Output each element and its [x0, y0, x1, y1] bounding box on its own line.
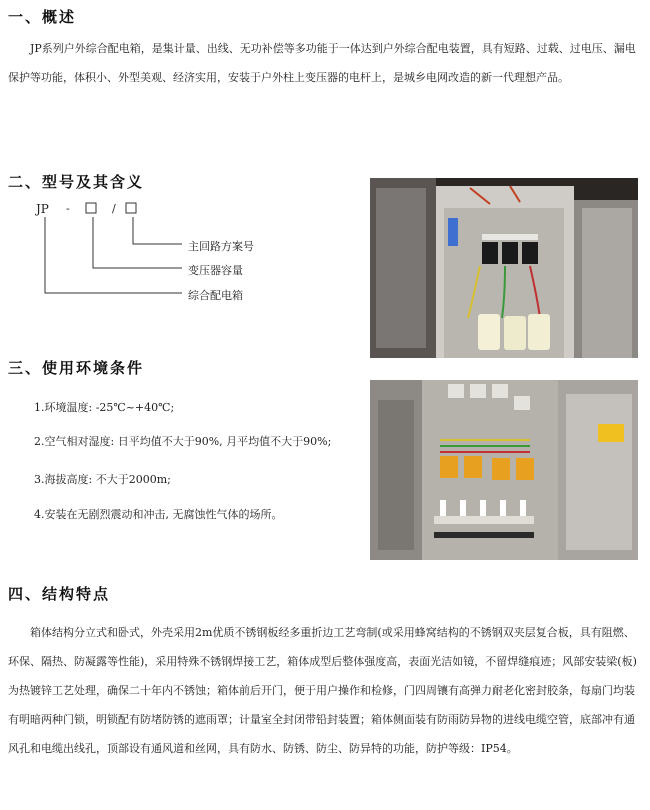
label-main-circuit: 主回路方案号	[188, 240, 254, 253]
cabinet-photo-2	[370, 380, 638, 560]
env-item-4: 4.安装在无剧烈震动和冲击, 无腐蚀性气体的场所。	[34, 508, 283, 521]
section-1-paragraph: JP系列户外综合配电箱，是集计量、出线、无功补偿等多功能于一体达到户外综合配电装置，具有短路、过载、过电压、漏电保护等功能，体积小、外型美观、经济实用，安装于户外柱上变压器的电杆上，是城乡电网改造的新一代理想产品。	[8, 42, 636, 84]
section-3-title: 三、使用环境条件	[8, 359, 145, 377]
section-4-paragraph: 箱体结构分立式和卧式，外壳采用2m优质不锈钢板经多重折边工艺弯制(或采用蜂窝结构的不锈钢双夹层复合板，具有阻燃、环保、隔热、防凝露等性能)，采用特殊不锈钢焊接工艺，箱体成型后整体强度高，表面光洁如镜，不留焊缝痕迹；风部安装梁(板)为热镀锌工艺处理，确保二十年内不锈蚀；箱体前后开门，便于用户操作和检修，门四周镶有高弹力耐老化密封胶条，每扇门均装有明暗两种门锁，明锁配有防堵防锈的遮雨罩；计量室全封闭带铅封装置；箱体侧面装有防雨防异物的进线电缆空管，底部冲有通风孔和电缆出线孔，顶部设有通风道和丝网，具有防水、防锈、防尘、防异特的功能，防护等级：IP54。	[8, 626, 637, 755]
section-4-title: 四、结构特点	[8, 585, 111, 603]
cabinet-photo-1	[370, 178, 638, 358]
capacity-box	[86, 203, 96, 213]
env-item-2: 2.空气相对湿度: 日平均值不大于90%, 月平均值不大于90%;	[34, 435, 332, 448]
model-diagram-lines	[0, 0, 200, 310]
scheme-box	[126, 203, 136, 213]
label-combined-box: 综合配电箱	[188, 289, 243, 302]
model-dash: -	[66, 202, 70, 215]
warning-label	[598, 424, 624, 442]
model-slash: /	[112, 202, 116, 215]
section-2-title: 二、型号及其含义	[8, 173, 145, 191]
env-item-3: 3.海拔高度: 不大于2000m;	[34, 473, 171, 486]
model-prefix: JP	[36, 202, 49, 216]
env-item-1: 1.环境温度: -25℃~+40℃;	[34, 401, 175, 414]
section-1-title: 一、概述	[8, 8, 77, 26]
label-transformer-capacity: 变压器容量	[188, 264, 243, 277]
